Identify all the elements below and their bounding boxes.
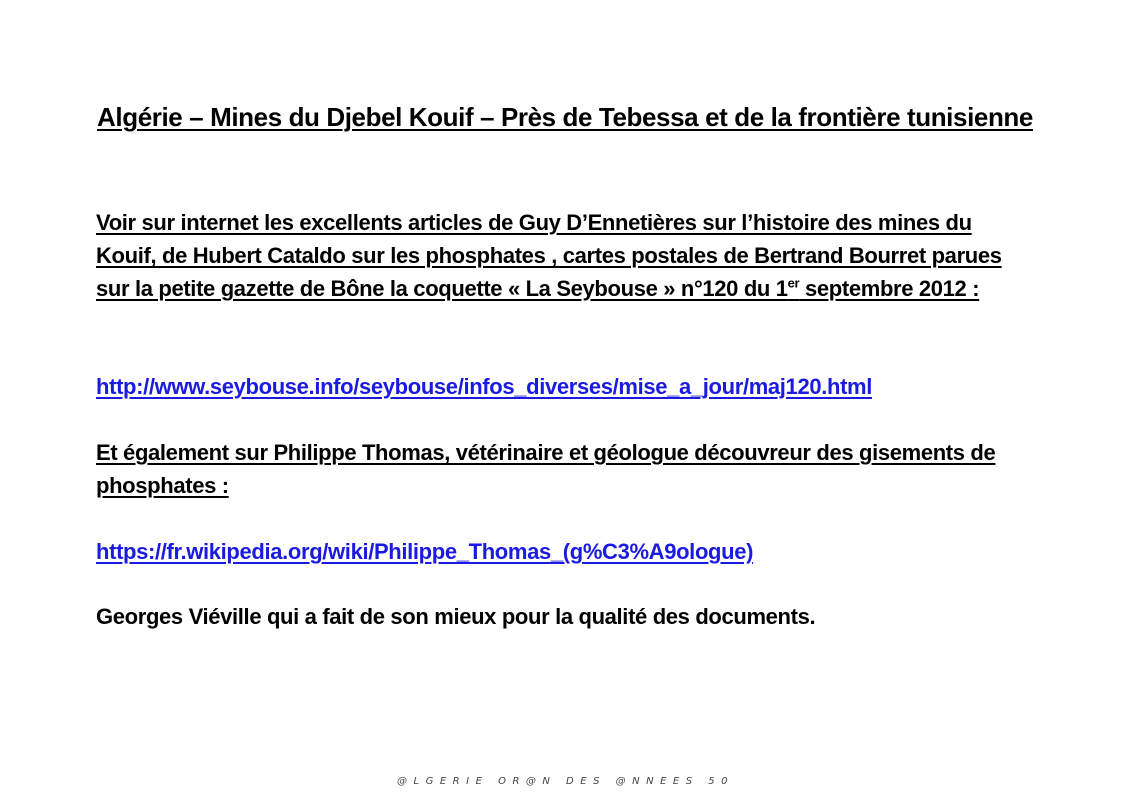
also-paragraph: Et également sur Philippe Thomas, vétérinaire et géologue découvreur des gisements de phosphates : [96, 440, 996, 498]
credit-paragraph: Georges Viéville qui a fait de son mieux pour la qualité des documents. [96, 604, 816, 629]
document-title: Algérie – Mines du Djebel Kouif – Près de Tebessa et de la frontière tunisienne [97, 102, 1033, 132]
page-footer: @LGERIE OR@N DES @NNEES 50 [397, 776, 734, 787]
link-paragraph-2 [96, 535, 1036, 568]
intro-paragraph [96, 206, 1036, 305]
seybouse-link[interactable]: http://www.seybouse.info/seybouse/infos_diverses/mise_a_jour/maj120.html [96, 374, 873, 399]
intro-superscript: er [787, 275, 800, 291]
wikipedia-link[interactable]: https://fr.wikipedia.org/wiki/Philippe_Thomas_(g%C3%A9ologue) [96, 539, 754, 564]
intro-text: Voir sur internet les excellents articles de Guy D’Ennetières sur l’histoire des mines du Kouif, de Hubert Cataldo sur les phosphates , cartes postales de Bertrand Bourret parues sur la petite gazette de Bône la coquette « La Seybouse » n°120 du 1 [96, 210, 1002, 301]
intro-tail: septembre 2012 : [799, 276, 980, 301]
link-paragraph-1 [96, 370, 1036, 403]
